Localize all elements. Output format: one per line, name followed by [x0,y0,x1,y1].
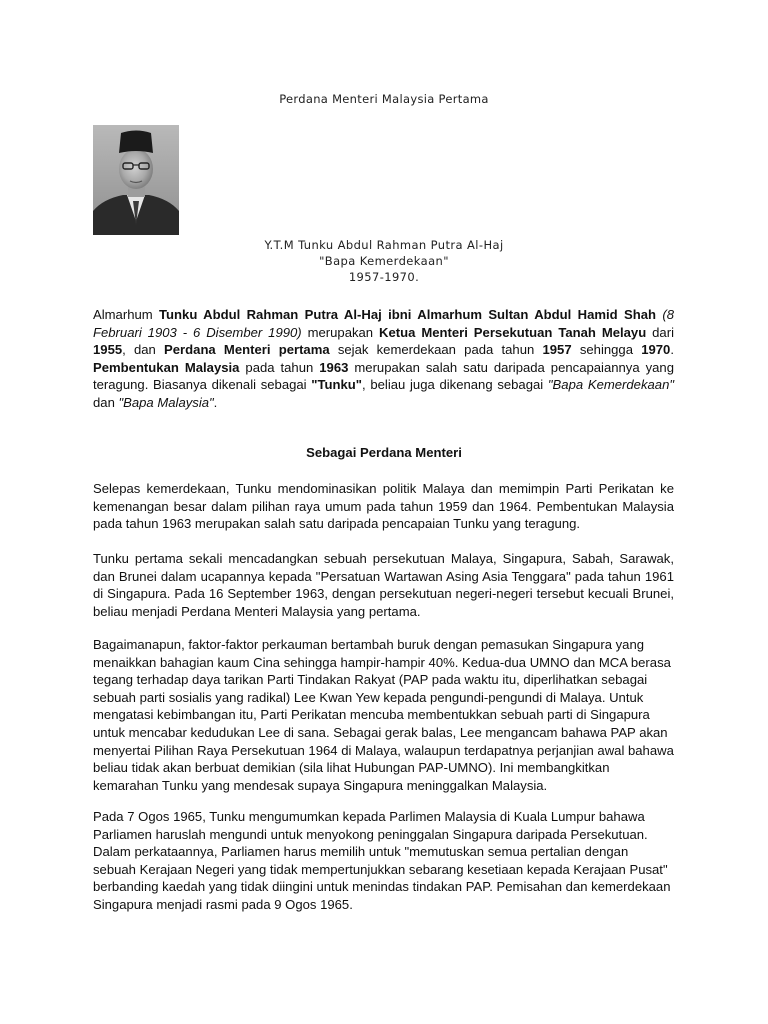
lead-nickname: "Tunku" [311,377,363,393]
lead-text: . [213,394,218,410]
lead-lifespan: (8 Februari 1903 - 6 Disember 1990) [93,307,674,340]
body-paragraph: Pada 7 Ogos 1965, Tunku mengumumkan kepada Parlimen Malaysia di Kuala Lumpur bahawa Parliamen haruslah mengundi untuk menyokong peninggalan Singapura daripada Persekutuan. Dalam perkataannya, Parliamen harus memilih untuk "memutuskan semua pertalian dengan sebuah Kerajaan Negeri yang tidak mempertunjukkan sebarang kesetiaan kepada Kerajaan Pusat" berbanding kaedah yang tidak diingini untuk menindas tindakan PAP. Pemisahan dan kemerdekaan Singapura menjadi rasmi pada 9 Ogos 1965. [93,809,671,912]
lead-office-chief-minister: Ketua Menteri Persekutuan Tanah Melayu [379,324,647,340]
lead-text: merupakan salah satu daripada pencapaiannya yang teragung. Biasanya dikenali sebagai [93,359,674,393]
caption-years: 1957-1970. [348,270,420,284]
lead-text: pada tahun [239,359,320,375]
lead-year: 1963 [319,359,349,375]
body-paragraph: Selepas kemerdekaan, Tunku mendominasikan politik Malaya dan memimpin Parti Perikatan ke kemenangan besar dalam pilihan raya umum pada tahun 1959 dan 1964. Pembentukan Malaysia pada tahun 1963 merupakan salah satu daripada pencapaian Tunku yang teragung. [93,481,674,532]
portrait-photo [93,125,179,235]
lead-text: , dan [122,342,165,358]
lead-text: merupakan [301,324,380,340]
lead-full-name: Tunku Abdul Rahman Putra Al-Haj ibni Almarhum Sultan Abdul Hamid Shah [159,307,656,322]
caption-title: "Bapa Kemerdekaan" [319,254,449,268]
lead-text: , beliau juga dikenang sebagai [362,377,548,393]
lead-text: dari [646,324,674,340]
lead-text: . [670,342,674,358]
body-paragraph: Tunku pertama sekali mencadangkan sebuah persekutuan Malaya, Singapura, Sabah, Sarawak, dan Brunei dalam ucapannya kepada "Persatuan Wartawan Asing Asia Tenggara" pada tahun 1961 di Singapura. Pada 16 September 1963, dengan persekutuan negeri-negeri tersebut kecuali Brunei, beliau menjadi Perdana Menteri Malaysia yang pertama. [93,551,674,619]
document-title: Perdana Menteri Malaysia Pertama [279,92,489,106]
lead-year: 1957 [542,342,572,358]
lead-paragraph [93,306,674,412]
lead-year: 1955 [93,342,123,358]
lead-year: 1970 [641,342,671,358]
lead-text: sehingga [571,342,642,358]
lead-text: sejak kemerdekaan pada tahun [329,342,543,358]
portrait-caption [0,237,768,285]
lead-epithet: "Bapa Kemerdekaan" [547,377,675,393]
body-paragraph: Bagaimanapun, faktor-faktor perkauman bertambah buruk dengan pemasukan Singapura yang menaikkan bahagian kaum Cina sehingga hampir-hampir 40%. Kedua-dua UMNO dan MCA berasa tegang terhadap daya tarikan Parti Tindakan Rakyat (PAP pada waktu itu, diperlihatkan sebagai sebuah parti sosialis yang radikal) Lee Kwan Yew kepada pengundi-pengundi di Malaya. Untuk mengatasi kebimbangan itu, Parti Perikatan mencuba membentukkan sebuah parti di Singapura untuk mencabar kedudukan Lee di sana. Sebagai gerak balas, Lee mengancam bahawa PAP akan menyertai Pilihan Raya Persekutuan 1964 di Malaya, walaupun terdapatnya perjanjian awal bahawa beliau tidak akan berbuat demikian (sila lihat Hubungan PAP-UMNO). Ini membangkitkan kemarahan Tunku yang mendesak supaya Singapura meninggalkan Malaysia. [93,637,674,793]
section-heading: Sebagai Perdana Menteri [306,445,462,460]
lead-text: Almarhum [93,307,160,322]
caption-name: Y.T.M Tunku Abdul Rahman Putra Al-Haj [264,238,504,252]
lead-formation-malaysia: Pembentukan Malaysia [93,359,240,375]
lead-epithet: "Bapa Malaysia" [118,394,214,410]
lead-office-prime-minister: Perdana Menteri pertama [164,342,330,358]
lead-text: dan [93,394,119,410]
